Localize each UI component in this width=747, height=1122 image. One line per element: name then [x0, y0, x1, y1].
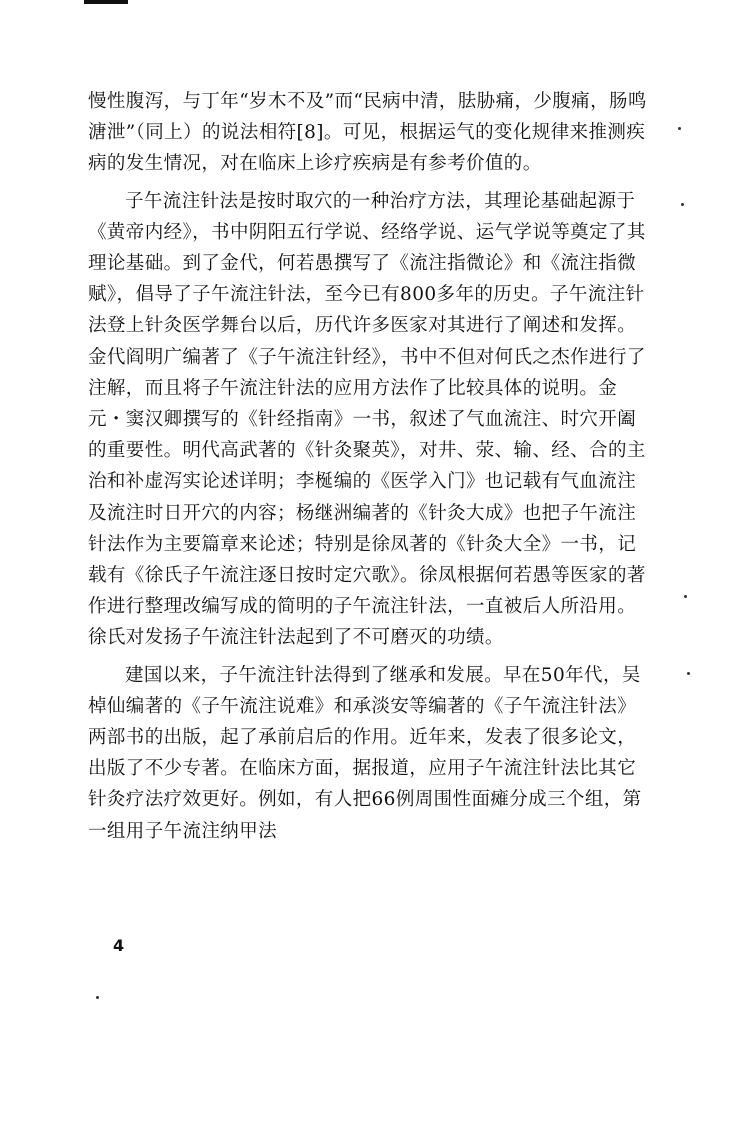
scan-speck [687, 672, 690, 675]
body-text [88, 86, 648, 847]
page-number: 4 [113, 936, 125, 955]
paragraph-3: 建国以来，子午流注针法得到了继承和发展。早在50年代，吴棹仙编著的《子午流注说难》和承淡安等编著的《子午流注针法》两部书的出版，起了承前启后的作用。近年来，发表了很多论文，出版了不少专著。在临床方面，据报道，应用子午流注针法比其它针灸疗法疗效更好。例如，有人把66例周围性面瘫分成三个组，第一组用子午流注纳甲法 [88, 664, 642, 842]
scan-speck [681, 203, 684, 206]
scan-speck [678, 127, 681, 130]
top-rule [84, 0, 128, 4]
paragraph-2: 子午流注针法是按时取穴的一种治疗方法，其理论基础起源于《黄帝内经》，书中阴阳五行学说、经络学说、运气学说等奠定了其理论基础。到了金代，何若愚撰写了《流注指微论》和《流注指微赋》，倡导了子午流注针法，至今已有800多年的历史。子午流注针法登上针灸医学舞台以后，历代许多医家对其进行了阐述和发挥。金代阎明广编著了《子午流注针经》，书中不但对何氏之杰作进行了注解，而且将子午流注针法的应用方法作了比较具体的说明。金元・窦汉卿撰写的《针经指南》一书，叙述了气血流注、时穴开阖的重要性。明代高武著的《针灸聚英》，对井、荥、输、经、合的主治和补虚泻实论述详明；李梴编的《医学入门》也记载有气血流注及流注时日开穴的内容；杨继洲编著的《针灸大成》也把子午流注针法作为主要篇章来论述；特别是徐凤著的《针灸大全》一书，记载有《徐氏子午流注逐日按时定穴歌》。徐凤根据何若愚等医家的著作进行整理改编写成的简明的子午流注针法，一直被后人所沿用。徐氏对发扬子午流注针法起到了不可磨灭的功绩。 [88, 190, 646, 649]
paragraph-1: 慢性腹泻，与丁年“岁木不及”而“民病中清，胠胁痛，少腹痛，肠鸣溏泄”（同上）的说法相符[8]。可见，根据运气的变化规律来推测疾病的发生情况，对在临床上诊疗疾病是有参考价值的。 [88, 91, 647, 175]
scan-speck [684, 595, 687, 598]
scan-speck [96, 996, 99, 999]
